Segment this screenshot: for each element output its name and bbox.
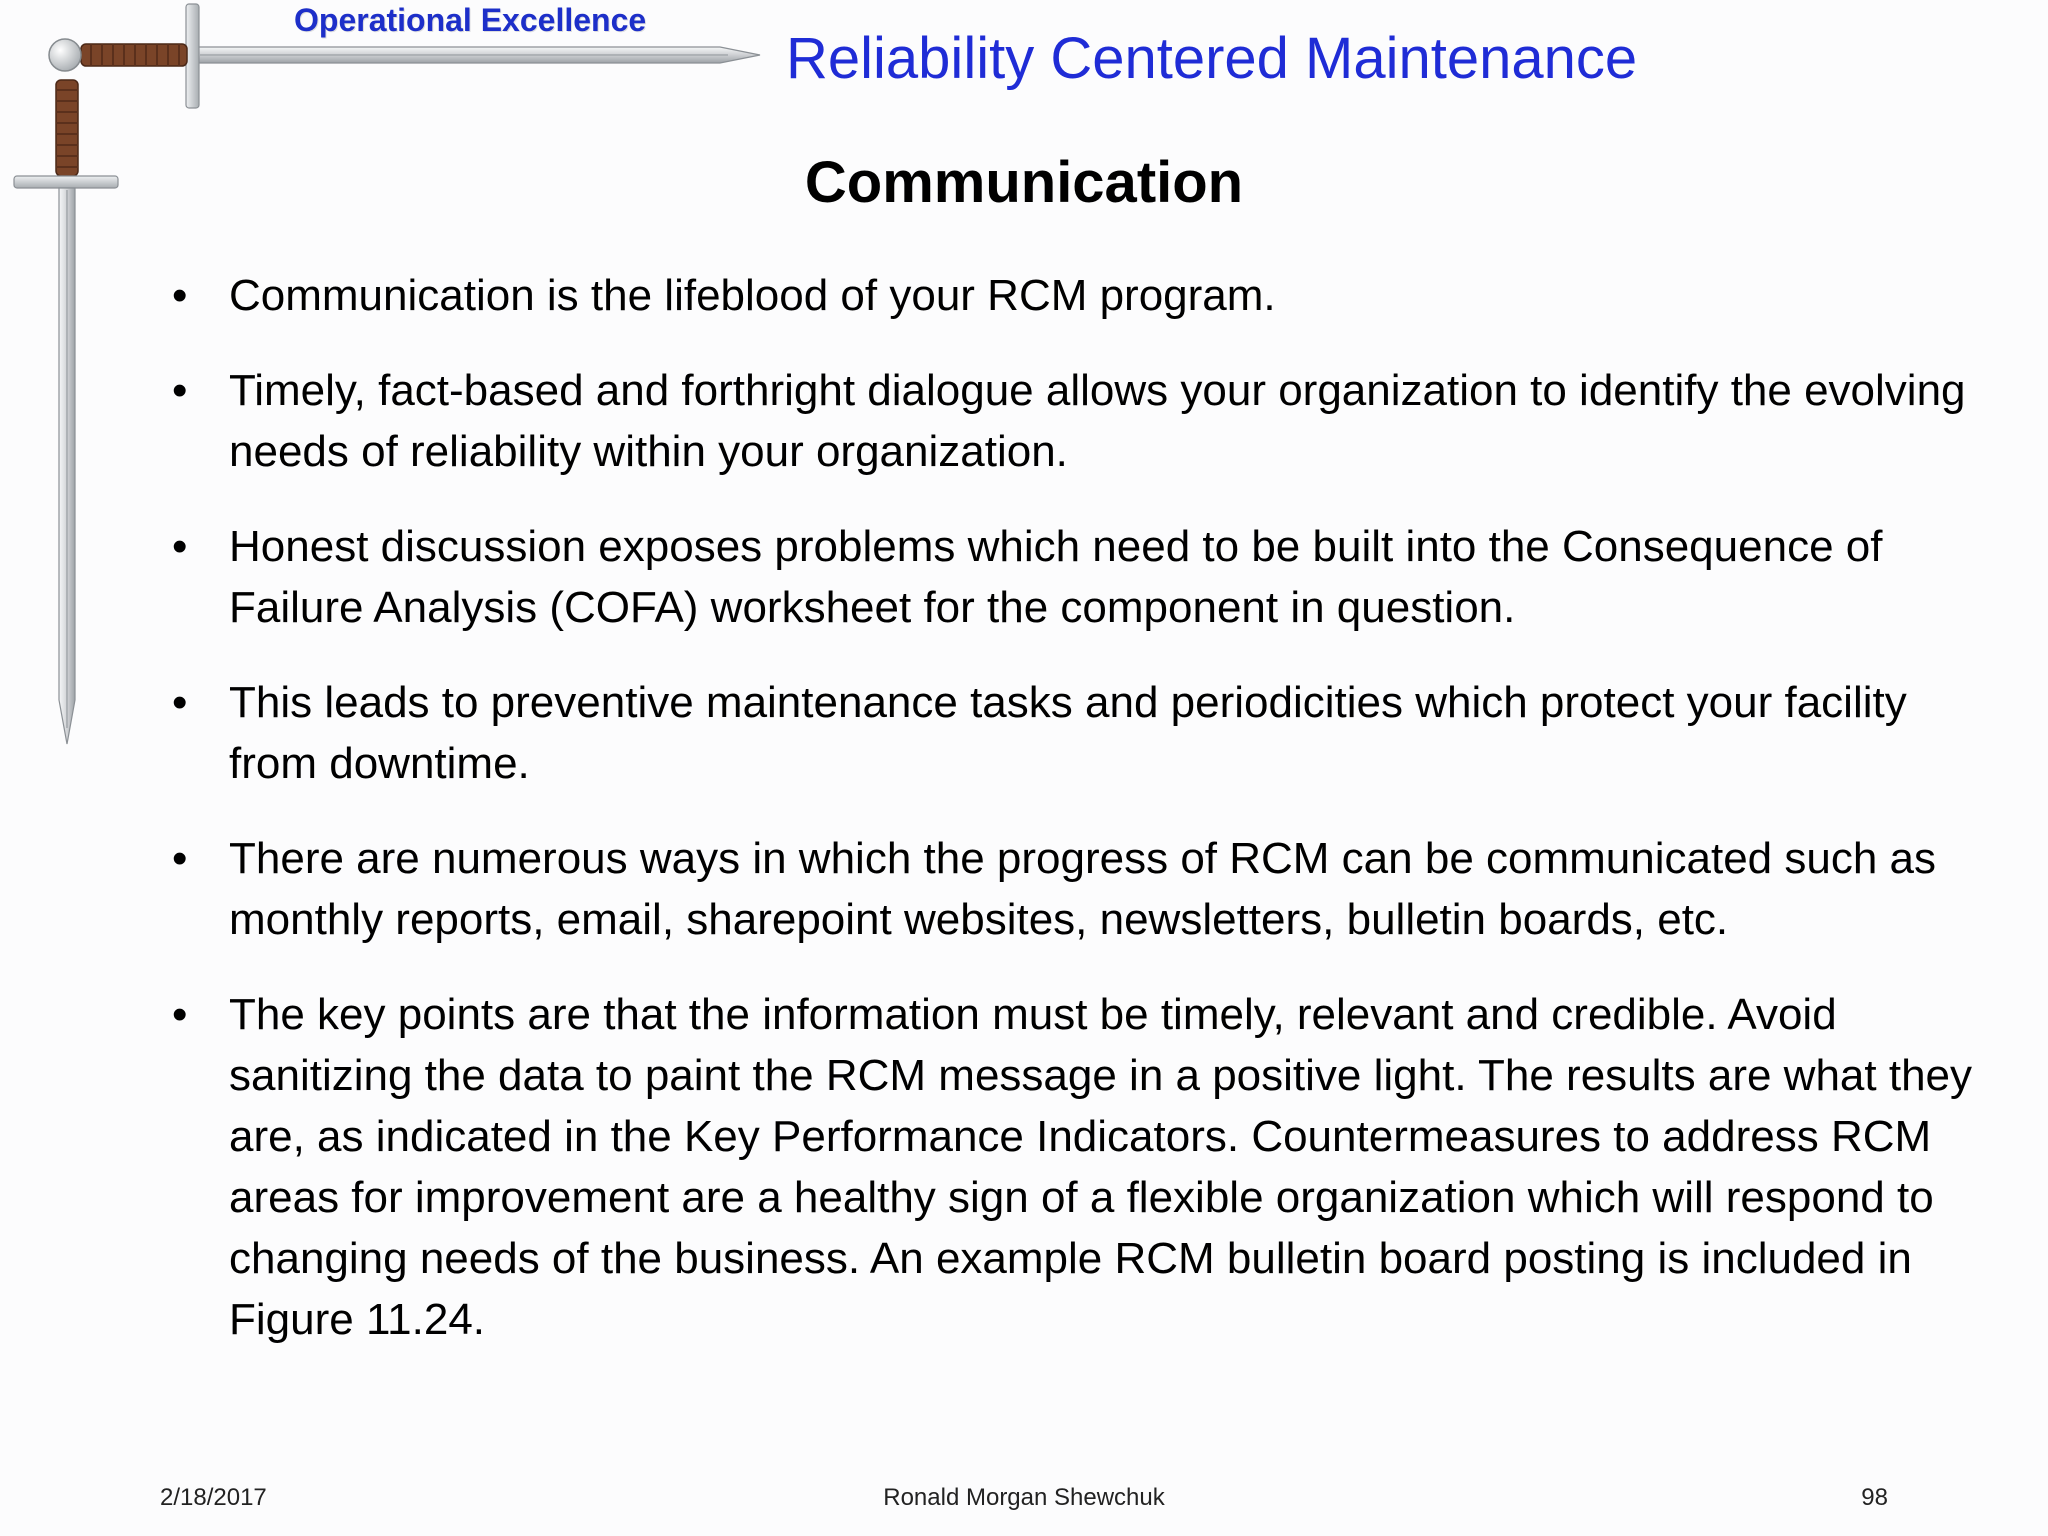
bullet-item: • Timely, fact-based and forthright dialogue allows your organization to identify the evolving needs of reliability within your organization.: [172, 360, 1972, 482]
bullet-item: • Honest discussion exposes problems which need to be built into the Consequence of Failure Analysis (COFA) worksheet for the component in question.: [172, 516, 1972, 638]
footer-page-number: 98: [1861, 1484, 1888, 1511]
bullet-item: • Communication is the lifeblood of your RCM program.: [172, 265, 1972, 326]
bullet-item: • This leads to preventive maintenance tasks and periodicities which protect your facility from downtime.: [172, 672, 1972, 794]
bullet-list: [172, 265, 1972, 1384]
course-title: Reliability Centered Maintenance: [786, 26, 1638, 91]
bullet-item: • There are numerous ways in which the progress of RCM can be communicated such as monthly reports, email, sharepoint websites, newsletters, bulletin boards, etc.: [172, 828, 1972, 950]
footer-author: Ronald Morgan Shewchuk: [883, 1484, 1165, 1511]
brand-title: Operational Excellence: [294, 2, 647, 38]
slide-heading: Communication: [804, 150, 1244, 215]
footer-date: 2/18/2017: [160, 1484, 267, 1511]
bullet-item: • The key points are that the information must be timely, relevant and credible. Avoid sanitizing the data to paint the RCM message in a positive light. The results are what they are, as indicated in the Key Performance Indicators. Countermeasures to address RCM areas for improvement are a healthy sign of a flexible organization which will respond to changing needs of the business. An example RCM bulletin board posting is included in Figure 11.24.: [172, 984, 1972, 1350]
